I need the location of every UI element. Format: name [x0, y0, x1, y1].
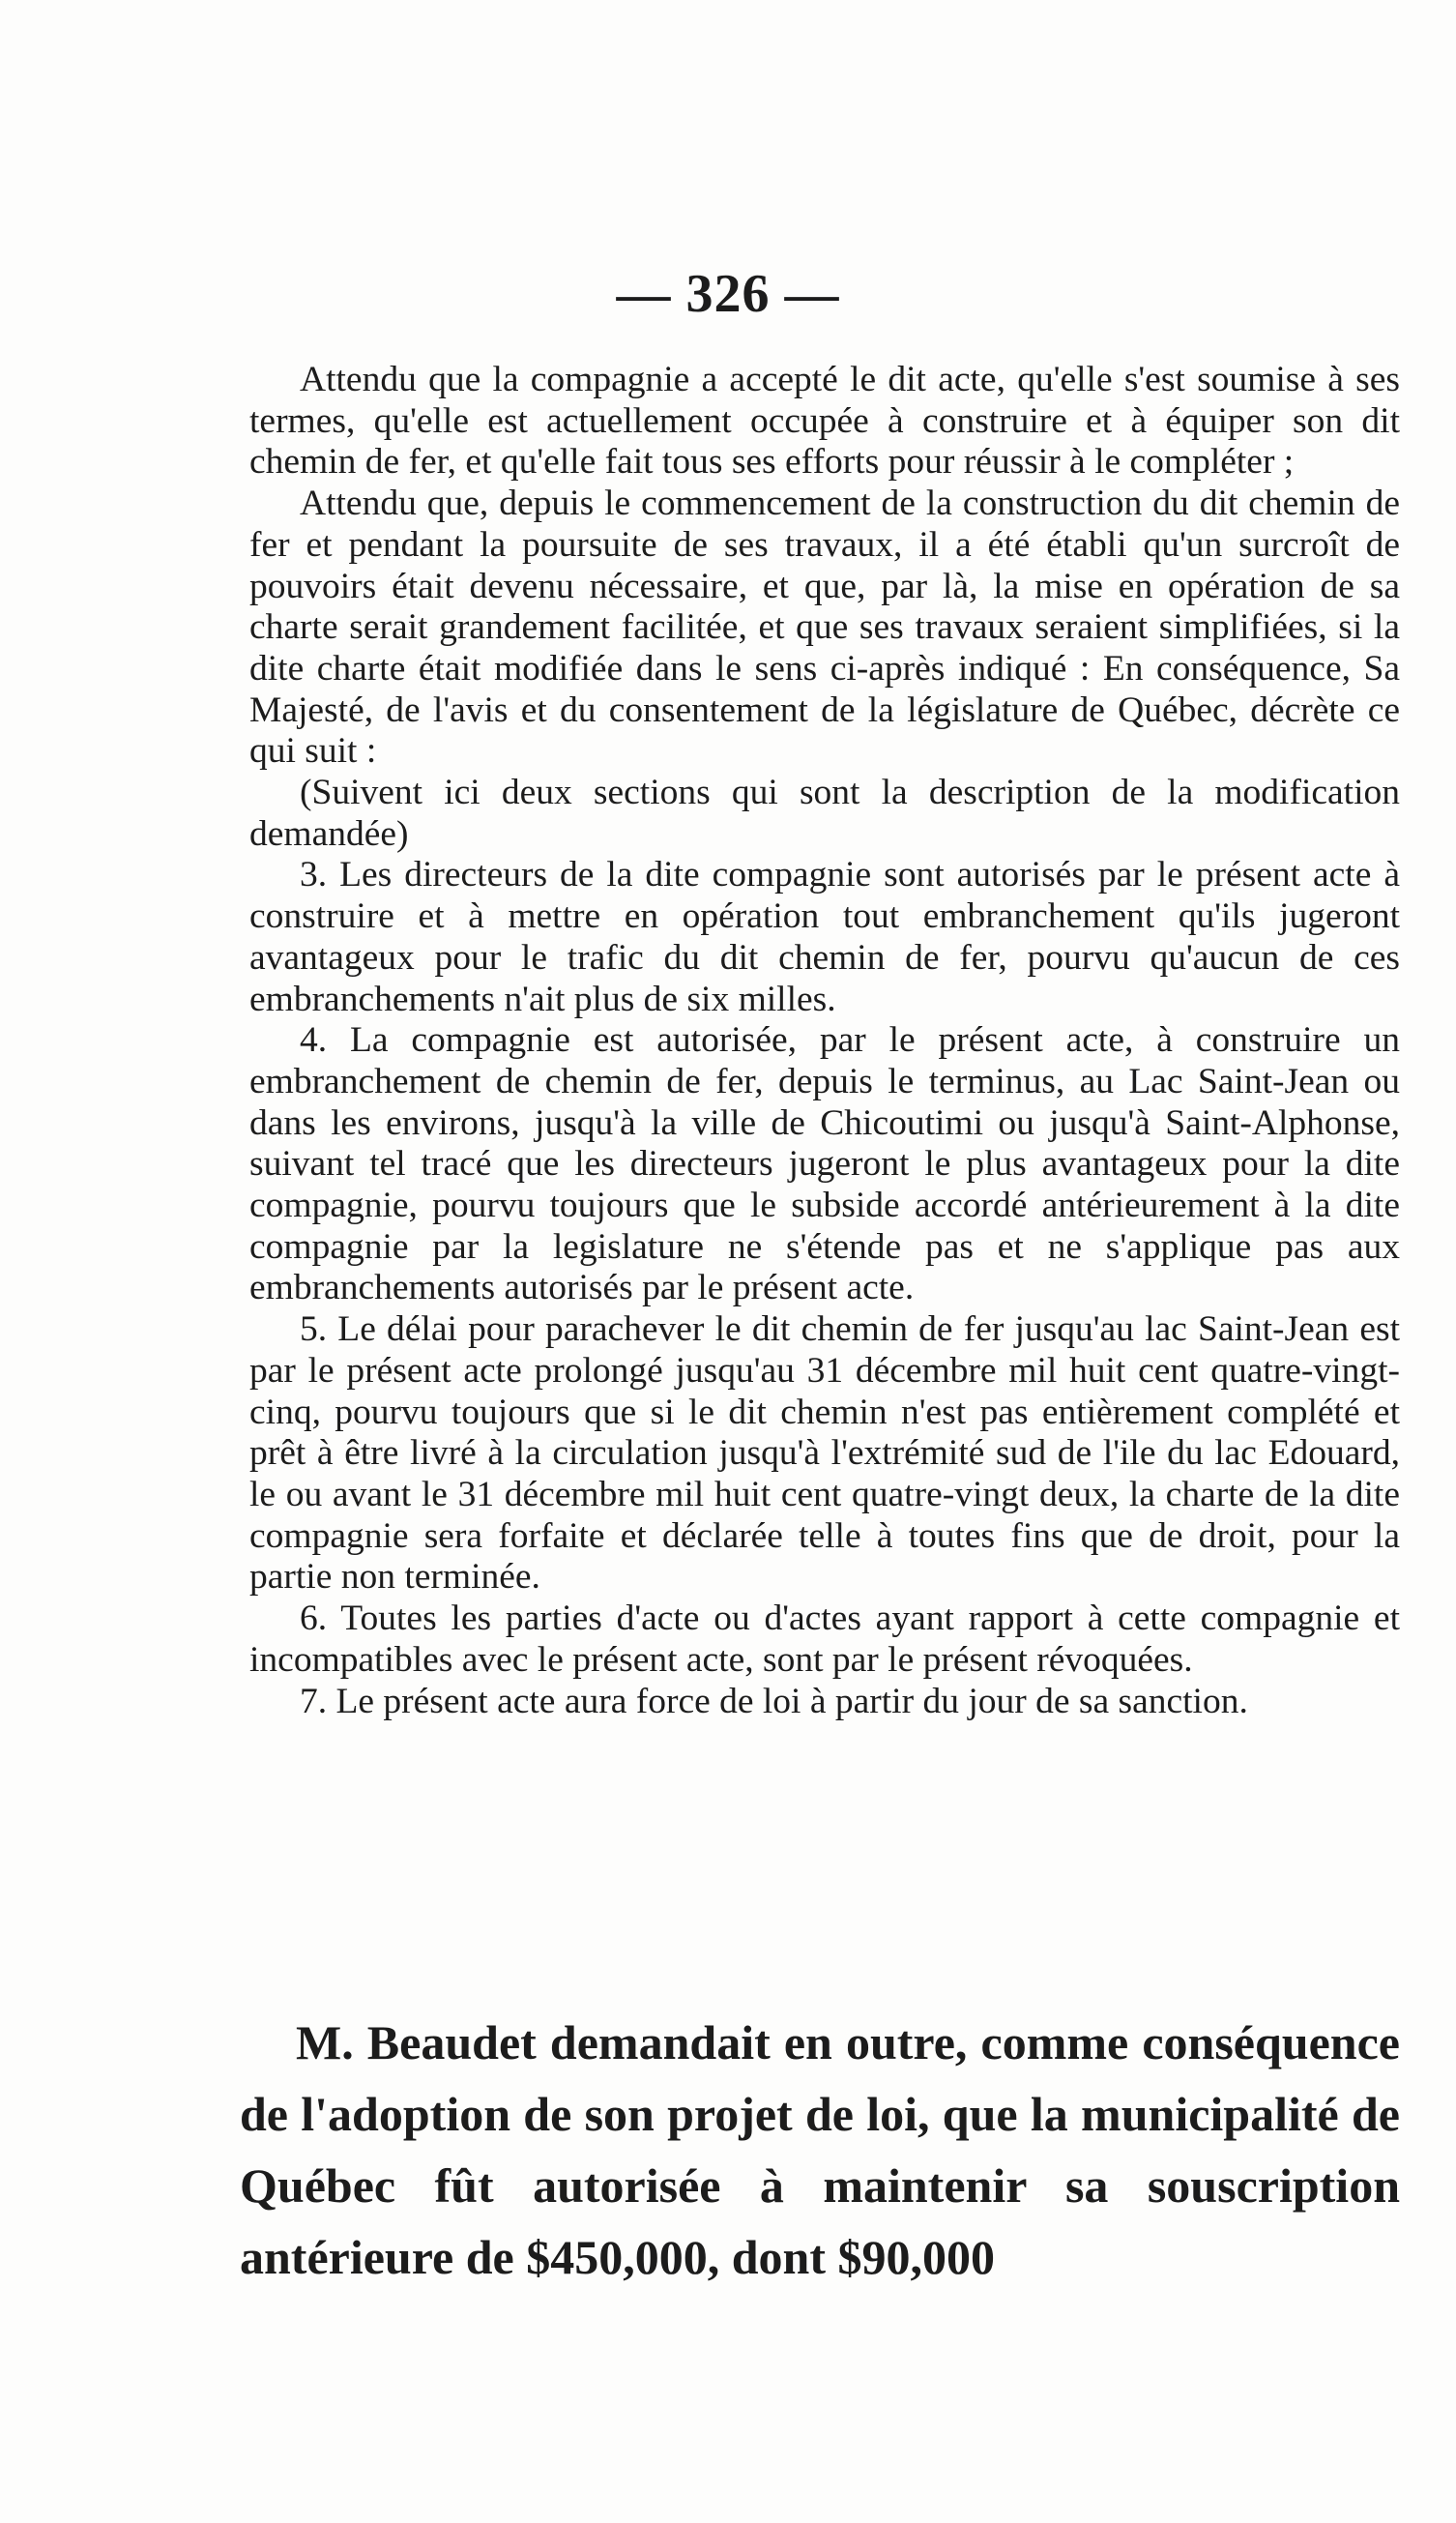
closing-paragraph: [240, 2007, 1400, 2293]
section-6: 6. Toutes les parties d'acte ou d'actes ayant rapport à cette compagnie et incompatibles avec le présent acte, sont par le présent révoquées.: [249, 1599, 1400, 1680]
section-7: 7. Le présent acte aura force de loi à partir du jour de sa sanction.: [300, 1681, 1248, 1721]
section-4: 4. La compagnie est autorisée, par le présent acte, à construire un embranchement de chemin de fer, depuis le terminus, au Lac Saint-Jean ou dans les environs, jusqu'à la ville de Chicoutimi ou jusqu'à Saint-Alphonse, suivant tel tracé que les directeurs jugeront le plus avantageux pour la dite compagnie, pourvu toujours que le subside accordé antérieurement à la dite compagnie par la legislature ne s'étende pas et ne s'applique pas aux embranchements autorisés par le présent acte.: [249, 1020, 1400, 1308]
paragraph-preamble-2: Attendu que, depuis le commencement de la construction du dit chemin de fer et pendant la poursuite de ses travaux, il a été établi qu'un surcroît de pouvoirs était devenu nécessaire, et que, par là, la mise en opération de sa charte serait grandement facilitée, et que ses travaux seraient simplifiées, si la dite charte était modifiée dans le sens ci-après indiqué : En conséquence, Sa Majesté, de l'avis et du consentement de la législature de Québec, décrète ce qui suit :: [249, 484, 1400, 772]
statute-text: [249, 360, 1400, 1722]
page-number: — 326 —: [616, 264, 840, 324]
section-3: 3. Les directeurs de la dite compagnie sont autorisés par le présent acte à construire et à mettre en opération tout embranchement qu'ils jugeront avantageux pour le trafic du dit chemin de fer, pourvu qu'aucun de ces embranchements n'ait plus de six milles.: [249, 855, 1400, 1019]
paragraph-editorial-note: (Suivent ici deux sections qui sont la description de la modification demandée): [249, 773, 1400, 854]
paragraph-preamble-1: Attendu que la compagnie a accepté le dit acte, qu'elle s'est soumise à ses termes, qu'elle est actuellement occupée à construire et à équiper son dit chemin de fer, et qu'elle fait tous ses efforts pour réussir à le compléter ;: [249, 360, 1400, 483]
section-5: 5. Le délai pour parachever le dit chemin de fer jusqu'au lac Saint-Jean est par le présent acte prolongé jusqu'au 31 décembre mil huit cent quatre-vingt-cinq, pourvu toujours que si le dit chemin n'est pas entièrement complété et prêt à être livré à la circulation jusqu'à l'extrémité sud de l'ile du lac Edouard, le ou avant le 31 décembre mil huit cent quatre-vingt deux, la charte de la dite compagnie sera forfaite et déclarée telle à toutes fins que de droit, pour la partie non terminée.: [249, 1309, 1400, 1598]
closing-text: M. Beaudet demandait en outre, comme conséquence de l'adoption de son projet de loi, que la municipalité de Québec fût autorisée à maintenir sa souscription antérieure de $450,000, dont $90,000: [240, 2015, 1400, 2284]
